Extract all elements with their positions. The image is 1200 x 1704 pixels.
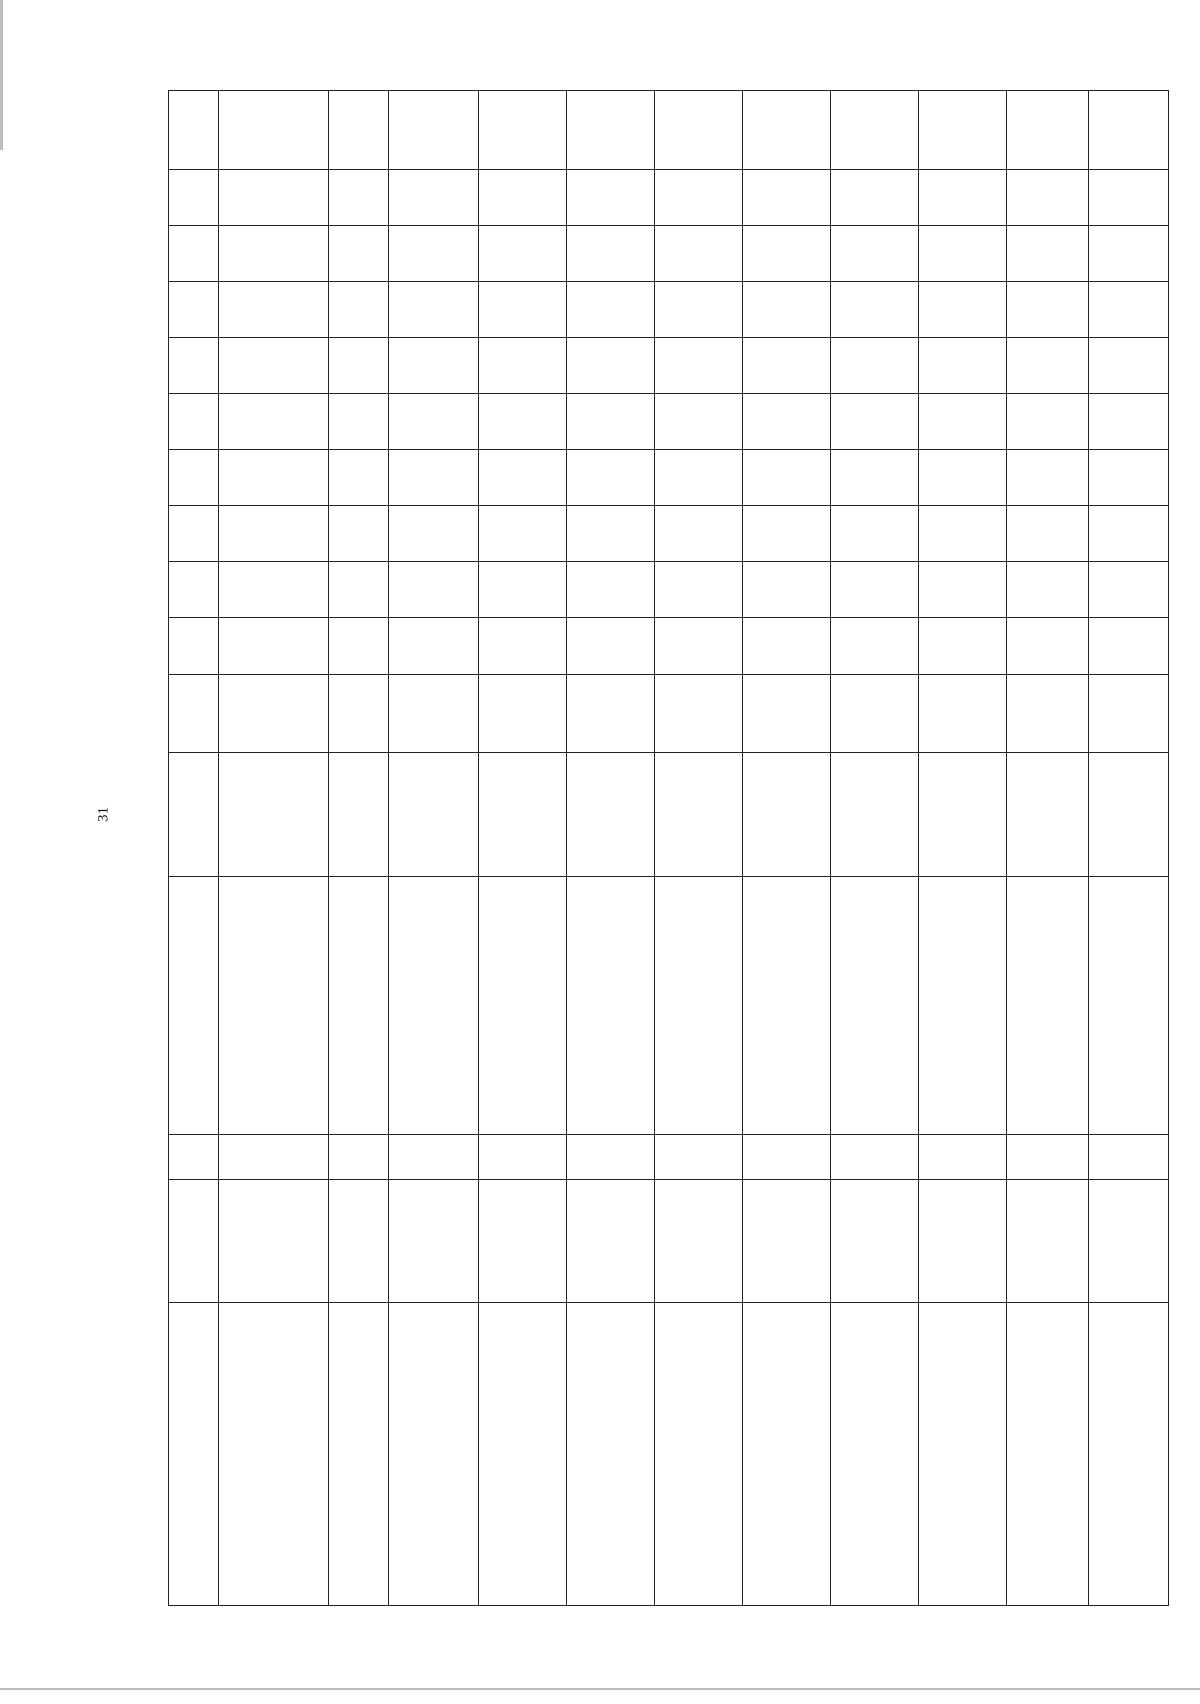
- table-cell: [169, 674, 219, 753]
- table-cell: [1089, 753, 1169, 876]
- table-header-row: [169, 91, 1169, 170]
- table-cell: [655, 1302, 743, 1605]
- table-cell: [655, 618, 743, 674]
- table-cell: [1089, 674, 1169, 753]
- table-cell: [329, 562, 389, 618]
- table-cell: [329, 1134, 389, 1179]
- table-cell: [567, 753, 655, 876]
- table-cell: [831, 876, 919, 1134]
- table-cell: [329, 450, 389, 506]
- table-cell: [919, 1179, 1007, 1302]
- table-cell: [329, 281, 389, 337]
- table-cell: [655, 674, 743, 753]
- table-cell: [655, 753, 743, 876]
- table-cell: [655, 169, 743, 225]
- table-cell: [655, 393, 743, 449]
- table-cell: [743, 506, 831, 562]
- table-cell: [655, 506, 743, 562]
- table-cell: [219, 169, 329, 225]
- table-cell: [389, 393, 479, 449]
- table-cell: [169, 876, 219, 1134]
- table-cell: [743, 91, 831, 170]
- table-cell: [1089, 281, 1169, 337]
- table-cell: [219, 1179, 329, 1302]
- table-cell: [831, 1302, 919, 1605]
- table-cell: [919, 876, 1007, 1134]
- table-cell: [169, 450, 219, 506]
- table-cell: [1089, 1134, 1169, 1179]
- table-row: [169, 337, 1169, 393]
- table-cell: [1007, 753, 1089, 876]
- table-cell: [831, 562, 919, 618]
- table-cell: [169, 562, 219, 618]
- table-cell: [479, 169, 567, 225]
- table-cell: [567, 506, 655, 562]
- table-cell: [655, 450, 743, 506]
- table-cell: [329, 618, 389, 674]
- table-cell: [655, 1134, 743, 1179]
- table-cell: [831, 506, 919, 562]
- table-cell: [219, 618, 329, 674]
- table-row: [169, 618, 1169, 674]
- table-cell: [169, 169, 219, 225]
- table-cell: [1089, 562, 1169, 618]
- table-cell: [1007, 337, 1089, 393]
- table-cell: [1007, 1134, 1089, 1179]
- table-cell: [743, 393, 831, 449]
- table-cell: [169, 281, 219, 337]
- table-cell: [831, 450, 919, 506]
- table-cell: [1089, 450, 1169, 506]
- table-cell: [1007, 506, 1089, 562]
- table-cell: [219, 281, 329, 337]
- table-row: [169, 506, 1169, 562]
- table-row: [169, 281, 1169, 337]
- table-cell: [919, 674, 1007, 753]
- table-cell: [169, 393, 219, 449]
- table-cell: [479, 393, 567, 449]
- table-cell: [479, 1302, 567, 1605]
- table-cell: [1007, 450, 1089, 506]
- table-cell: [219, 450, 329, 506]
- table-header-row: [169, 169, 1169, 225]
- table-cell: [1007, 618, 1089, 674]
- table-cell: [567, 225, 655, 281]
- table-row: [169, 674, 1169, 753]
- table-cell: [389, 562, 479, 618]
- table-cell: [479, 674, 567, 753]
- table-cell: [567, 450, 655, 506]
- table-cell: [743, 281, 831, 337]
- table-row: [169, 1179, 1169, 1302]
- table-cell: [479, 225, 567, 281]
- table-cell: [1007, 1302, 1089, 1605]
- table-cell: [1089, 169, 1169, 225]
- table-cell: [329, 169, 389, 225]
- table-cell: [919, 450, 1007, 506]
- table-cell: [479, 1179, 567, 1302]
- table-row: [169, 753, 1169, 876]
- table-cell: [831, 91, 919, 170]
- table-cell: [831, 753, 919, 876]
- table-cell: [389, 1302, 479, 1605]
- table-cell: [389, 91, 479, 170]
- table-cell: [1089, 91, 1169, 170]
- scan-bottom-line: [0, 1688, 1200, 1690]
- table-cell: [1089, 393, 1169, 449]
- table-cell: [919, 225, 1007, 281]
- table-cell: [479, 876, 567, 1134]
- table-cell: [1007, 281, 1089, 337]
- table-cell: [919, 618, 1007, 674]
- table-cell: [479, 337, 567, 393]
- table-cell: [219, 753, 329, 876]
- table-cell: [567, 618, 655, 674]
- table-cell: [219, 91, 329, 170]
- table-cell: [329, 876, 389, 1134]
- table-cell: [329, 1179, 389, 1302]
- table-cell: [831, 1134, 919, 1179]
- table-row: [169, 225, 1169, 281]
- table-cell: [567, 1179, 655, 1302]
- table-cell: [567, 91, 655, 170]
- table-cell: [655, 876, 743, 1134]
- table-cell: [389, 337, 479, 393]
- table-cell: [169, 506, 219, 562]
- table-cell: [567, 876, 655, 1134]
- table-cell: [219, 876, 329, 1134]
- table-cell: [169, 1302, 219, 1605]
- table-cell: [831, 618, 919, 674]
- table-cell: [219, 506, 329, 562]
- table-cell: [329, 506, 389, 562]
- table-cell: [567, 169, 655, 225]
- table-cell: [567, 393, 655, 449]
- table-cell: [479, 91, 567, 170]
- table-cell: [919, 1302, 1007, 1605]
- table-cell: [743, 169, 831, 225]
- table-cell: [329, 674, 389, 753]
- table-cell: [743, 1134, 831, 1179]
- table-cell: [479, 618, 567, 674]
- table-cell: [919, 169, 1007, 225]
- table-cell: [329, 1302, 389, 1605]
- table-cell: [1089, 876, 1169, 1134]
- table-cell: [389, 1134, 479, 1179]
- table-cell: [389, 1179, 479, 1302]
- table-cell: [1007, 562, 1089, 618]
- table-row: [169, 450, 1169, 506]
- table-cell: [919, 337, 1007, 393]
- table-cell: [479, 1134, 567, 1179]
- scan-edge-mark: [0, 0, 3, 150]
- table-cell: [479, 281, 567, 337]
- table-cell: [1089, 618, 1169, 674]
- table-cell: [389, 281, 479, 337]
- table-cell: [743, 225, 831, 281]
- table-cell: [655, 1179, 743, 1302]
- table-cell: [219, 562, 329, 618]
- table-row: [169, 393, 1169, 449]
- table-cell: [567, 281, 655, 337]
- table-cell: [479, 562, 567, 618]
- table-cell: [831, 337, 919, 393]
- program-table: [168, 90, 1068, 1606]
- table-cell: [743, 674, 831, 753]
- table-cell: [479, 506, 567, 562]
- table-row: [169, 1134, 1169, 1179]
- table-cell: [479, 753, 567, 876]
- table-cell: [389, 753, 479, 876]
- table-row: [169, 1302, 1169, 1605]
- table-cell: [329, 753, 389, 876]
- table-cell: [389, 225, 479, 281]
- table-cell: [919, 91, 1007, 170]
- table-cell: [219, 674, 329, 753]
- table-cell: [1089, 1179, 1169, 1302]
- table-cell: [389, 450, 479, 506]
- table-cell: [389, 506, 479, 562]
- table-cell: [329, 393, 389, 449]
- table-cell: [567, 1134, 655, 1179]
- table-cell: [655, 337, 743, 393]
- table-cell: [919, 753, 1007, 876]
- table-cell: [169, 1134, 219, 1179]
- table-cell: [567, 337, 655, 393]
- table-row: [169, 562, 1169, 618]
- table-cell: [219, 225, 329, 281]
- table-cell: [389, 618, 479, 674]
- table-cell: [169, 337, 219, 393]
- table-cell: [1007, 169, 1089, 225]
- table-cell: [831, 393, 919, 449]
- table-cell: [479, 450, 567, 506]
- table-cell: [1007, 674, 1089, 753]
- table-cell: [919, 393, 1007, 449]
- table-cell: [831, 169, 919, 225]
- table-cell: [655, 281, 743, 337]
- table-cell: [169, 225, 219, 281]
- table-cell: [1089, 506, 1169, 562]
- table-cell: [389, 876, 479, 1134]
- table-cell: [743, 1302, 831, 1605]
- table-cell: [743, 753, 831, 876]
- table-cell: [831, 674, 919, 753]
- table-cell: [329, 225, 389, 281]
- table-cell: [919, 562, 1007, 618]
- table-cell: [831, 225, 919, 281]
- table-cell: [919, 506, 1007, 562]
- table-cell: [169, 1179, 219, 1302]
- table-cell: [219, 337, 329, 393]
- table-cell: [1089, 337, 1169, 393]
- table-cell: [1089, 225, 1169, 281]
- table-cell: [831, 1179, 919, 1302]
- table-cell: [743, 1179, 831, 1302]
- table-cell: [743, 337, 831, 393]
- table-cell: [169, 618, 219, 674]
- table-cell: [219, 393, 329, 449]
- table-cell: [831, 281, 919, 337]
- table-cell: [219, 1302, 329, 1605]
- table-cell: [743, 618, 831, 674]
- table-cell: [169, 753, 219, 876]
- table-cell: [1007, 225, 1089, 281]
- table-cell: [919, 281, 1007, 337]
- table-cell: [389, 169, 479, 225]
- table-cell: [655, 91, 743, 170]
- table-cell: [1007, 876, 1089, 1134]
- table-cell: [743, 450, 831, 506]
- table-cell: [219, 1134, 329, 1179]
- table-cell: [743, 562, 831, 618]
- table-cell: [1089, 1302, 1169, 1605]
- table-cell: [389, 674, 479, 753]
- table-row: [169, 876, 1169, 1134]
- table-cell: [919, 1134, 1007, 1179]
- table-cell: [655, 225, 743, 281]
- table-cell: [567, 562, 655, 618]
- page-number: 31: [95, 807, 112, 822]
- table-cell: [329, 91, 389, 170]
- table-cell: [1007, 1179, 1089, 1302]
- table-cell: [1007, 393, 1089, 449]
- table-cell: [743, 876, 831, 1134]
- table-cell: [567, 674, 655, 753]
- table-cell: [567, 1302, 655, 1605]
- table-cell: [655, 562, 743, 618]
- table-cell: [1007, 91, 1089, 170]
- table-cell: [169, 91, 219, 170]
- table-cell: [329, 337, 389, 393]
